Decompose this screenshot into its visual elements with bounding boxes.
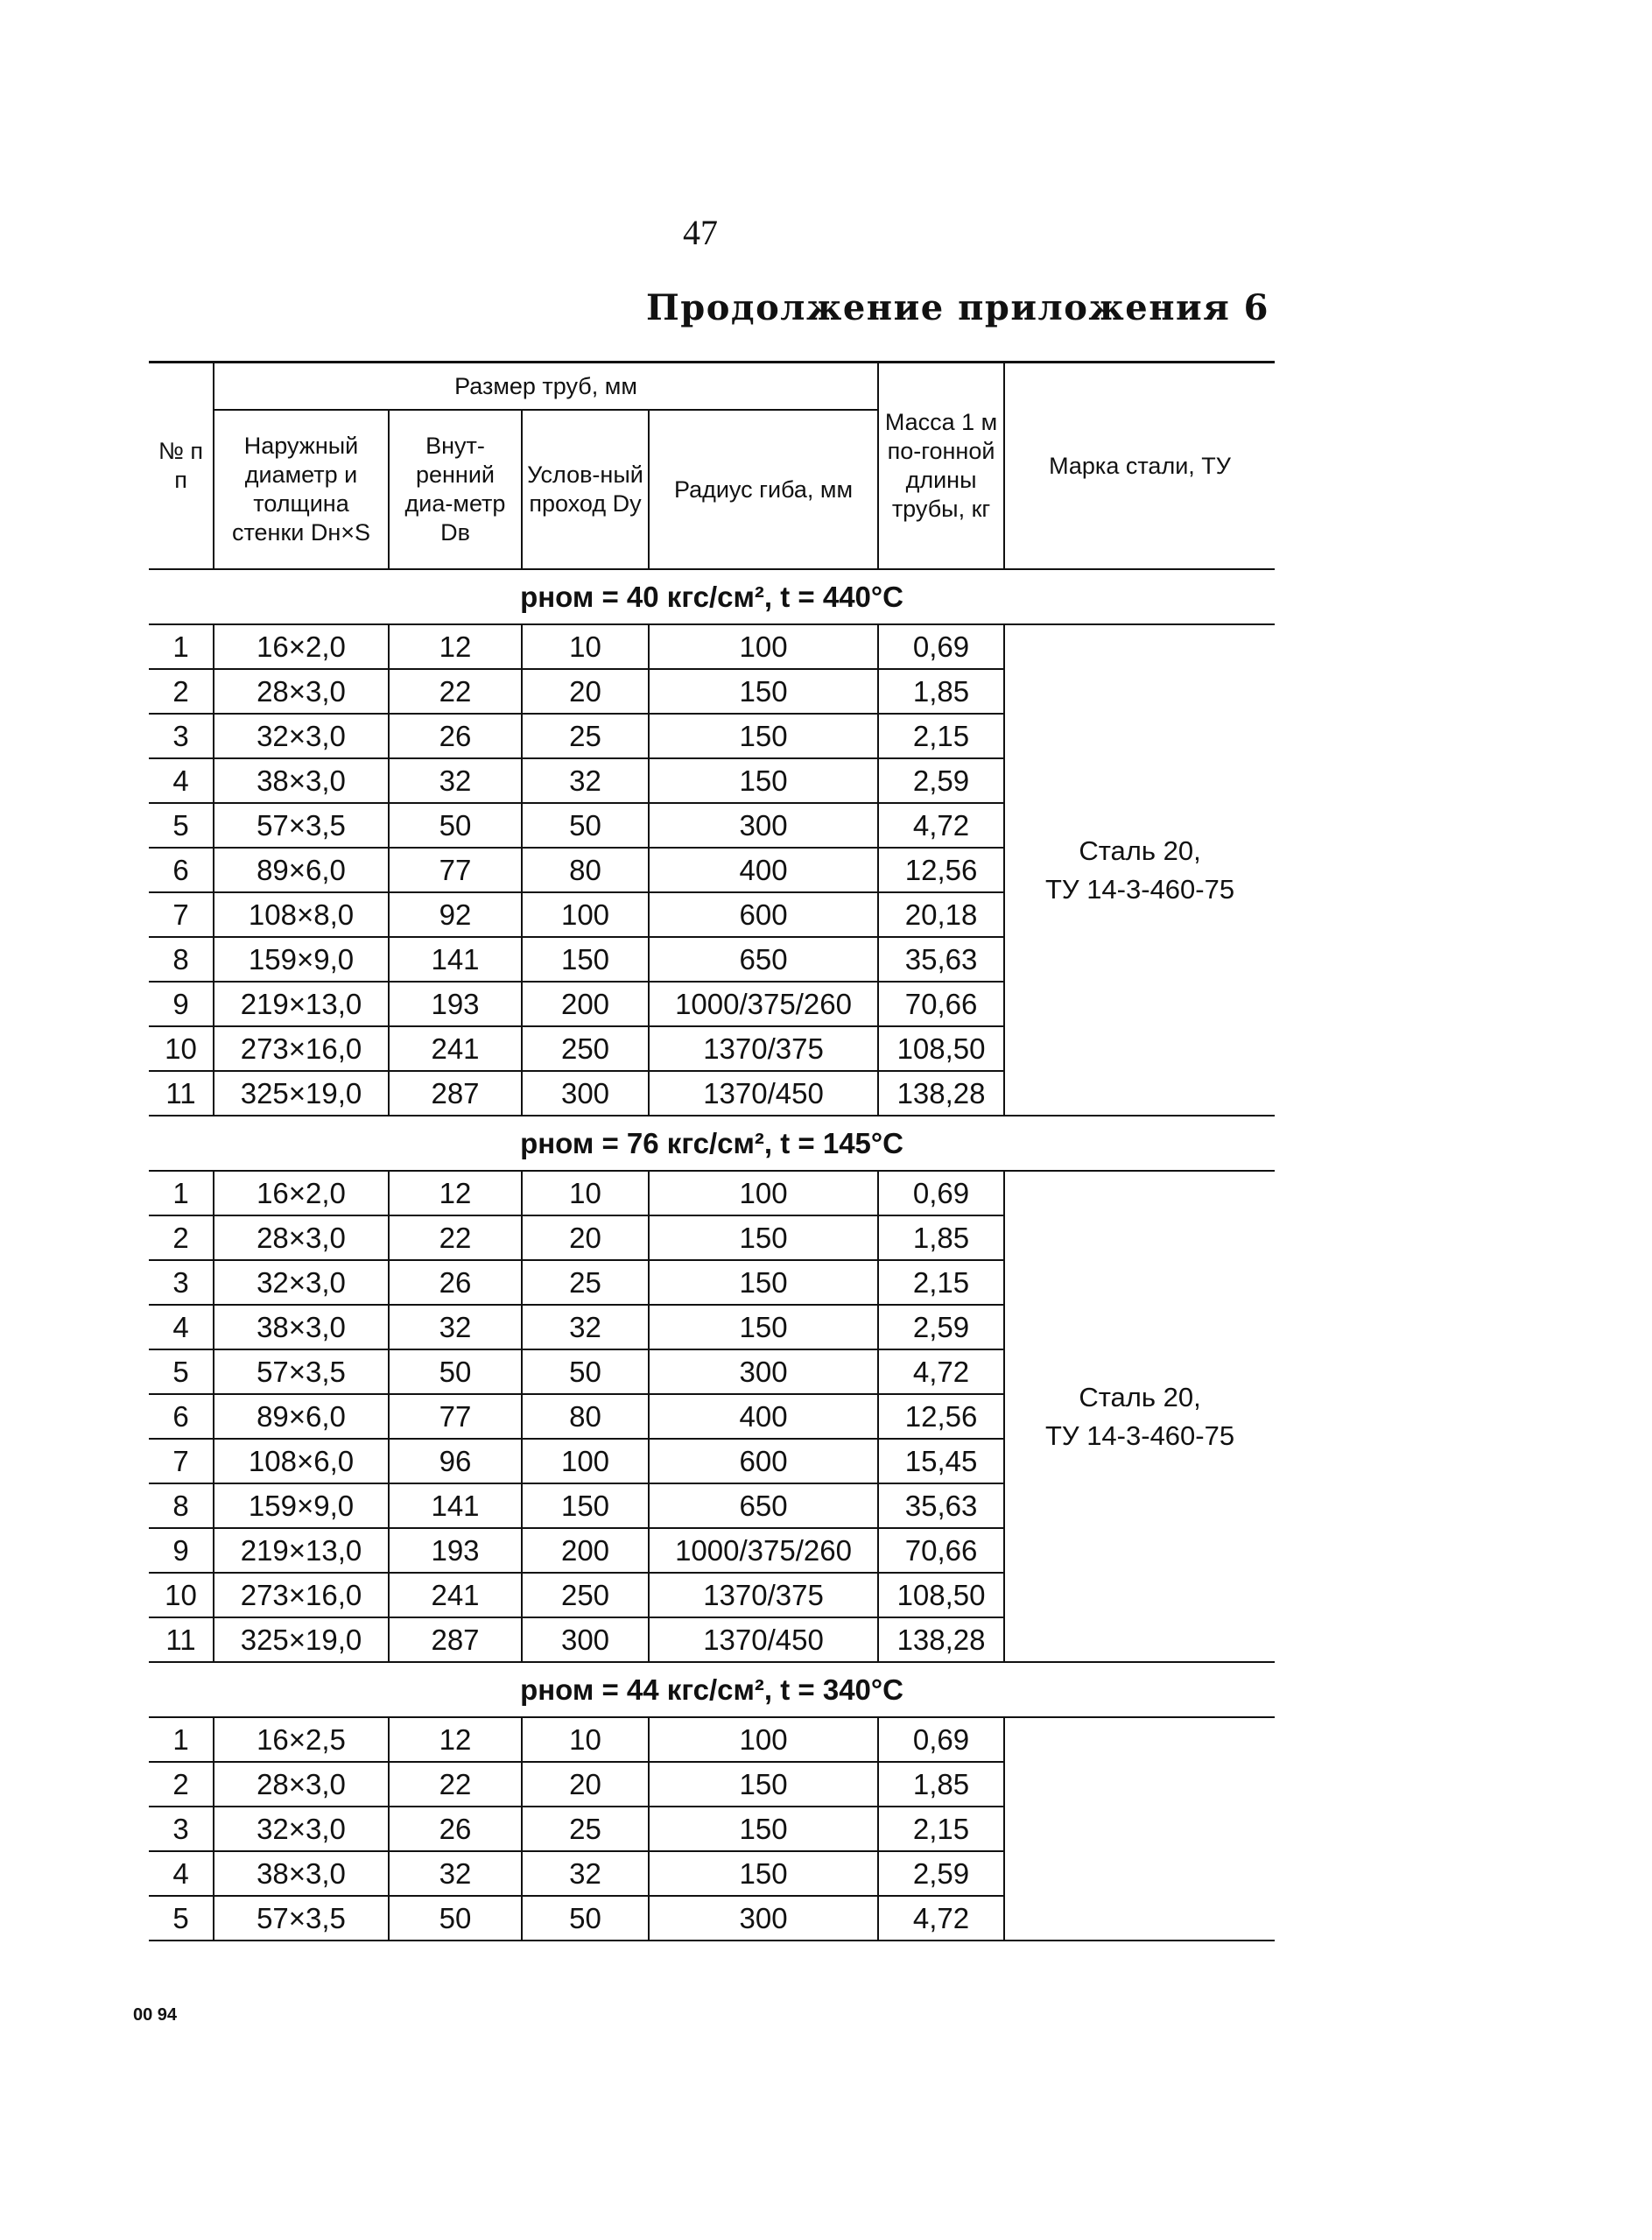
table-cell: 89×6,0	[214, 848, 389, 892]
table-cell: 5	[149, 803, 214, 848]
table-cell: 50	[522, 1349, 649, 1394]
table-cell: 250	[522, 1026, 649, 1071]
table-cell: 300	[649, 803, 878, 848]
table-row	[149, 624, 1275, 669]
table-cell: 1	[149, 1717, 214, 1762]
header-inner: Внут-ренний диа-метр Dв	[389, 410, 522, 569]
table-cell: 12,56	[878, 848, 1004, 892]
table-cell: 300	[649, 1896, 878, 1941]
steel-grade-line: ТУ 14-3-460-75	[1044, 1419, 1235, 1451]
table-cell: 16×2,0	[214, 1171, 389, 1215]
table-cell: 600	[649, 892, 878, 937]
table-cell: 650	[649, 1483, 878, 1528]
table-cell: 141	[389, 937, 522, 982]
table-cell: 325×19,0	[214, 1071, 389, 1116]
table-cell: 193	[389, 982, 522, 1026]
table-cell: 2,59	[878, 758, 1004, 803]
table-row	[149, 1171, 1275, 1215]
steel-grade-cell	[1004, 624, 1275, 1116]
table-cell: 11	[149, 1071, 214, 1116]
table-cell: 108,50	[878, 1026, 1004, 1071]
table-cell: 4,72	[878, 1349, 1004, 1394]
table-cell: 35,63	[878, 937, 1004, 982]
table-cell: 22	[389, 669, 522, 714]
table-cell: 10	[149, 1573, 214, 1617]
table-body	[149, 569, 1275, 1941]
header-mass: Масса 1 м по-гонной длины трубы, кг	[878, 363, 1004, 570]
table-cell: 3	[149, 1260, 214, 1305]
table-cell: 150	[649, 1851, 878, 1896]
table-cell: 1370/375	[649, 1026, 878, 1071]
table-cell: 12	[389, 1717, 522, 1762]
table-cell: 4,72	[878, 803, 1004, 848]
table-cell: 10	[522, 624, 649, 669]
table-cell: 28×3,0	[214, 1215, 389, 1260]
table-cell: 50	[522, 1896, 649, 1941]
table-cell: 20	[522, 1762, 649, 1807]
table-cell: 77	[389, 1394, 522, 1439]
table-cell: 89×6,0	[214, 1394, 389, 1439]
table-cell: 2,15	[878, 714, 1004, 758]
table-cell: 1370/450	[649, 1071, 878, 1116]
table-cell: 10	[522, 1717, 649, 1762]
table-cell: 159×9,0	[214, 1483, 389, 1528]
table-cell: 25	[522, 1807, 649, 1851]
table-cell: 50	[522, 803, 649, 848]
table-cell: 325×19,0	[214, 1617, 389, 1662]
table-cell: 138,28	[878, 1617, 1004, 1662]
table-cell: 32	[389, 758, 522, 803]
table-cell: 80	[522, 1394, 649, 1439]
table-cell: 80	[522, 848, 649, 892]
table-cell: 20	[522, 1215, 649, 1260]
table-cell: 50	[389, 1896, 522, 1941]
table-cell: 400	[649, 848, 878, 892]
table-cell: 32	[389, 1851, 522, 1896]
table-cell: 20	[522, 669, 649, 714]
table-cell: 25	[522, 1260, 649, 1305]
table-cell: 26	[389, 1807, 522, 1851]
table-cell: 0,69	[878, 1717, 1004, 1762]
table-cell: 1,85	[878, 1762, 1004, 1807]
table-cell: 50	[389, 803, 522, 848]
table-cell: 92	[389, 892, 522, 937]
table-cell: 287	[389, 1071, 522, 1116]
table-cell: 32×3,0	[214, 1807, 389, 1851]
table-cell: 141	[389, 1483, 522, 1528]
table-cell: 150	[649, 1305, 878, 1349]
table-cell: 0,69	[878, 1171, 1004, 1215]
table-cell: 6	[149, 848, 214, 892]
table-cell: 22	[389, 1215, 522, 1260]
table-cell: 22	[389, 1762, 522, 1807]
header-steel: Марка стали, ТУ	[1004, 363, 1275, 570]
table-cell: 2	[149, 1215, 214, 1260]
table-cell: 10	[149, 1026, 214, 1071]
table-cell: 241	[389, 1026, 522, 1071]
table-cell: 100	[649, 624, 878, 669]
section-condition: pном = 76 кгс/см², t = 145°С	[149, 1116, 1275, 1171]
table-cell: 1000/375/260	[649, 982, 878, 1026]
table-cell: 16×2,5	[214, 1717, 389, 1762]
table-cell: 159×9,0	[214, 937, 389, 982]
steel-grade-line: ТУ 14-3-460-75	[1044, 873, 1235, 905]
table-cell: 32	[522, 1305, 649, 1349]
table-cell: 2,59	[878, 1305, 1004, 1349]
table-cell: 4	[149, 1851, 214, 1896]
table-cell: 57×3,5	[214, 1896, 389, 1941]
table-cell: 273×16,0	[214, 1026, 389, 1071]
table-cell: 50	[389, 1349, 522, 1394]
table-cell: 200	[522, 982, 649, 1026]
table-cell: 57×3,5	[214, 1349, 389, 1394]
table-cell: 2	[149, 1762, 214, 1807]
table-cell: 96	[389, 1439, 522, 1483]
table-cell: 1	[149, 624, 214, 669]
table-cell: 38×3,0	[214, 758, 389, 803]
table-cell: 300	[522, 1617, 649, 1662]
table-cell: 32	[522, 758, 649, 803]
table-cell: 0,69	[878, 624, 1004, 669]
table-row	[149, 1717, 1275, 1762]
table-cell: 12	[389, 1171, 522, 1215]
steel-grade-cell	[1004, 1717, 1275, 1941]
footer-code: 00 94	[133, 2005, 178, 2025]
table-cell: 1	[149, 1171, 214, 1215]
table-cell: 35,63	[878, 1483, 1004, 1528]
table-cell: 219×13,0	[214, 982, 389, 1026]
table-cell: 28×3,0	[214, 669, 389, 714]
table-cell: 7	[149, 892, 214, 937]
table-cell: 287	[389, 1617, 522, 1662]
table-cell: 200	[522, 1528, 649, 1573]
section-header-row	[149, 1662, 1275, 1717]
table-cell: 28×3,0	[214, 1762, 389, 1807]
table-cell: 1370/450	[649, 1617, 878, 1662]
header-outer: Наружный диаметр и толщина стенки Dн×S	[214, 410, 389, 569]
table-cell: 16×2,0	[214, 624, 389, 669]
table-cell: 12,56	[878, 1394, 1004, 1439]
table-cell: 25	[522, 714, 649, 758]
table-cell: 400	[649, 1394, 878, 1439]
table-cell: 108×8,0	[214, 892, 389, 937]
table-cell: 5	[149, 1896, 214, 1941]
table-cell: 2	[149, 669, 214, 714]
table-cell: 26	[389, 1260, 522, 1305]
table-cell: 38×3,0	[214, 1305, 389, 1349]
table-cell: 150	[649, 758, 878, 803]
table-cell: 20,18	[878, 892, 1004, 937]
table-cell: 300	[522, 1071, 649, 1116]
table-cell: 4	[149, 758, 214, 803]
table-cell: 12	[389, 624, 522, 669]
steel-grade-line: Сталь 20,	[1079, 835, 1201, 866]
table-cell: 193	[389, 1528, 522, 1573]
header-nominal: Услов-ный проход Dу	[522, 410, 649, 569]
table-cell: 4	[149, 1305, 214, 1349]
section-header-row	[149, 569, 1275, 624]
table-cell: 273×16,0	[214, 1573, 389, 1617]
table-cell: 150	[522, 1483, 649, 1528]
table-cell: 15,45	[878, 1439, 1004, 1483]
table-cell: 138,28	[878, 1071, 1004, 1116]
page-number: 47	[683, 213, 718, 252]
table-cell: 38×3,0	[214, 1851, 389, 1896]
table-cell: 9	[149, 982, 214, 1026]
table-cell: 77	[389, 848, 522, 892]
table-cell: 32	[389, 1305, 522, 1349]
header-bend: Радиус гиба, мм	[649, 410, 878, 569]
table-cell: 241	[389, 1573, 522, 1617]
header-num: № п п	[149, 363, 214, 570]
table-cell: 150	[649, 669, 878, 714]
pipe-table	[149, 361, 1275, 1941]
table-cell: 3	[149, 1807, 214, 1851]
header-size-group: Размер труб, мм	[214, 363, 878, 411]
table-cell: 250	[522, 1573, 649, 1617]
steel-grade-cell	[1004, 1171, 1275, 1662]
table-cell: 150	[649, 714, 878, 758]
table-cell: 1000/375/260	[649, 1528, 878, 1573]
table-cell: 70,66	[878, 1528, 1004, 1573]
table-cell: 57×3,5	[214, 803, 389, 848]
table-cell: 70,66	[878, 982, 1004, 1026]
table-cell: 600	[649, 1439, 878, 1483]
table-cell: 8	[149, 937, 214, 982]
table-cell: 32×3,0	[214, 714, 389, 758]
table-cell: 32	[522, 1851, 649, 1896]
table-cell: 7	[149, 1439, 214, 1483]
table-cell: 1,85	[878, 669, 1004, 714]
section-condition: pном = 44 кгс/см², t = 340°С	[149, 1662, 1275, 1717]
table-cell: 1,85	[878, 1215, 1004, 1260]
table-cell: 650	[649, 937, 878, 982]
table-cell: 108,50	[878, 1573, 1004, 1617]
table-cell: 300	[649, 1349, 878, 1394]
table-cell: 100	[522, 892, 649, 937]
steel-grade-line: Сталь 20,	[1079, 1381, 1201, 1412]
table-cell: 2,15	[878, 1807, 1004, 1851]
table-cell: 219×13,0	[214, 1528, 389, 1573]
section-condition: pном = 40 кгс/см², t = 440°С	[149, 569, 1275, 624]
table-cell: 10	[522, 1171, 649, 1215]
table-cell: 108×6,0	[214, 1439, 389, 1483]
table-cell: 150	[649, 1215, 878, 1260]
table-cell: 150	[649, 1762, 878, 1807]
table-cell: 100	[649, 1717, 878, 1762]
table-cell: 100	[522, 1439, 649, 1483]
table-cell: 6	[149, 1394, 214, 1439]
table-cell: 5	[149, 1349, 214, 1394]
table-cell: 1370/375	[649, 1573, 878, 1617]
table-cell: 4,72	[878, 1896, 1004, 1941]
table-cell: 32×3,0	[214, 1260, 389, 1305]
table-cell: 150	[522, 937, 649, 982]
header-row-top	[149, 363, 1275, 411]
table-cell: 26	[389, 714, 522, 758]
section-header-row	[149, 1116, 1275, 1171]
table-cell: 2,59	[878, 1851, 1004, 1896]
table-cell: 150	[649, 1260, 878, 1305]
table-cell: 3	[149, 714, 214, 758]
table-cell: 100	[649, 1171, 878, 1215]
table-cell: 9	[149, 1528, 214, 1573]
table-cell: 2,15	[878, 1260, 1004, 1305]
table-cell: 8	[149, 1483, 214, 1528]
table-cell: 11	[149, 1617, 214, 1662]
table-cell: 150	[649, 1807, 878, 1851]
continuation-title: Продолжение приложения 6	[645, 287, 1269, 328]
